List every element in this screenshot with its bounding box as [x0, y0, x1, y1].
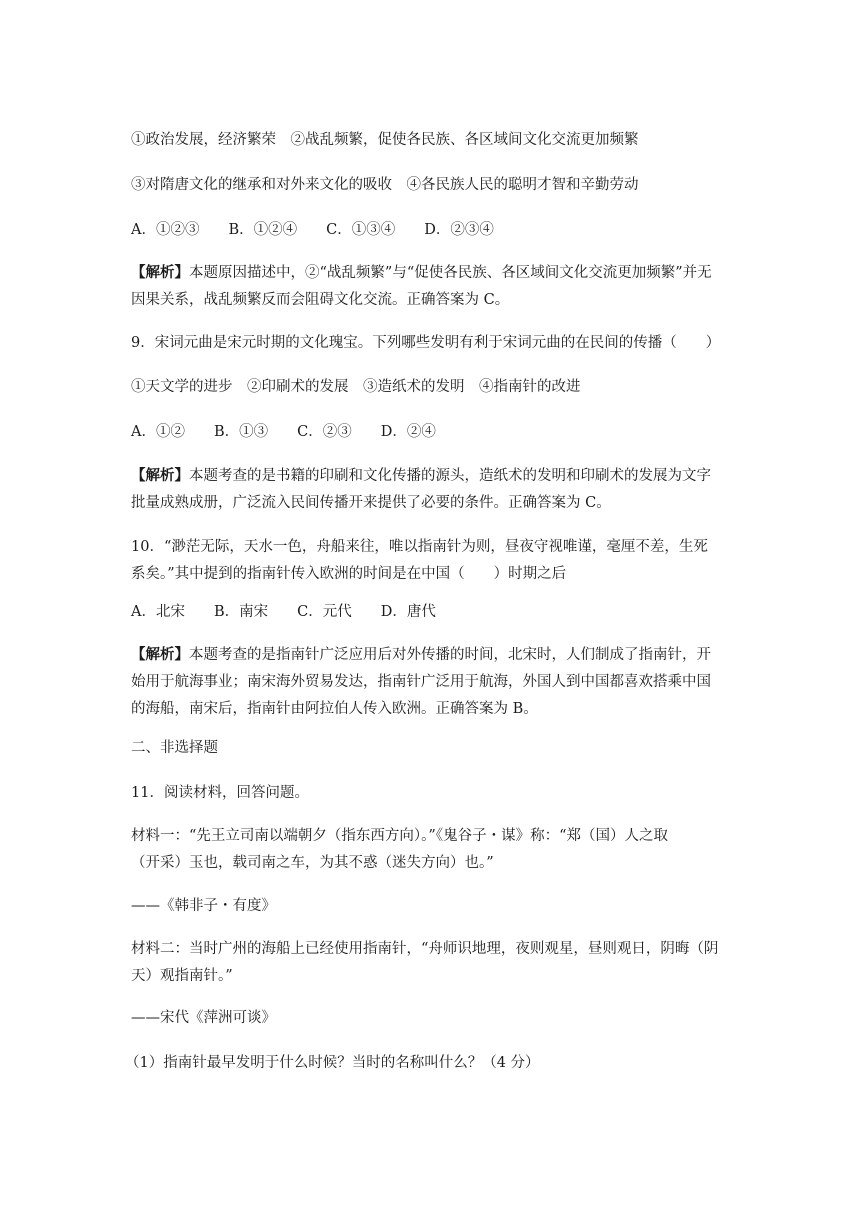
q10-stem-line1: 10．“渺茫无际，天水一色，舟船来往，唯以指南针为则，昼夜守视唯谨，毫厘不差，生死 — [131, 539, 708, 555]
q9-stem: 9．宋词元曲是宋元时期的文化瑰宝。下列哪些发明有利于宋词元曲的在民间的传播（ ） — [131, 335, 721, 351]
q11-material1 — [131, 823, 731, 877]
q9-analysis — [131, 462, 731, 517]
q9-options: ①天文学的进步 ②印刷术的发展 ③造纸术的发明 ④指南针的改进 — [131, 379, 581, 395]
q8-analysis — [131, 259, 731, 314]
q10-stem — [131, 534, 731, 588]
q11-material1-line2: （开采）玉也，载司南之车，为其不惑（迷失方向）也。” — [131, 855, 494, 871]
analysis-tag: 【解析】 — [131, 264, 189, 281]
q9-analysis-line2: 批量成熟成册，广泛流入民间传播开来提供了必要的条件。正确答案为 C。 — [131, 495, 611, 511]
q11-sub-question-1: （1）指南针最早发明于什么时候？当时的名称叫什么？（4 分） — [125, 1055, 540, 1071]
q10-analysis — [131, 641, 731, 723]
q10-analysis-line1: 本题考查的是指南针广泛应用后对外传播的时间，北宋时，人们制成了指南针，开 — [189, 647, 711, 663]
q10-stem-line2: 系矣。”其中提到的指南针传入欧洲的时间是在中国（ ）时期之后 — [131, 566, 567, 582]
q11-material1-source: ——《韩非子・有度》 — [131, 898, 276, 914]
q11-material2-source: ——宋代《萍洲可谈》 — [131, 1010, 276, 1026]
q9-choices: A．①② B．①③ C．②③ D．②④ — [131, 424, 436, 440]
q8-choices: A．①②③ B．①②④ C．①③④ D．②③④ — [131, 222, 494, 238]
q10-analysis-line2: 始用于航海事业；南宋海外贸易发达，指南针广泛用于航海，外国人到中国都喜欢搭乘中国 — [131, 674, 711, 690]
section-heading: 二、非选择题 — [131, 740, 218, 756]
q9-analysis-line1: 本题考查的是书籍的印刷和文化传播的源头，造纸术的发明和印刷术的发展为文字 — [189, 468, 711, 484]
q11-material2-line2: 天）观指南针。” — [131, 968, 233, 984]
analysis-tag: 【解析】 — [131, 646, 189, 663]
q11-material2 — [131, 936, 731, 990]
q8-analysis-line1: 本题原因描述中，②“战乱频繁”与“促使各民族、各区域间文化交流更加频繁”并无 — [189, 265, 712, 281]
q8-options-line2: ③对隋唐文化的继承和对外来文化的吸收 ④各民族人民的聪明才智和辛勤劳动 — [131, 177, 639, 193]
q8-options-line1: ①政治发展，经济繁荣 ②战乱频繁，促使各民族、各区域间文化交流更加频繁 — [131, 132, 639, 148]
q10-analysis-line3: 的海船，南宋后，指南针由阿拉伯人传入欧洲。正确答案为 B。 — [131, 701, 538, 717]
q8-analysis-line2: 因果关系，战乱频繁反而会阻碍文化交流。正确答案为 C。 — [131, 292, 510, 308]
q11-material1-line1: 材料一：“先王立司南以端朝夕（指东西方向）。”《鬼谷子・谋》称：“郑（国）人之取 — [131, 828, 668, 844]
q11-stem: 11．阅读材料，回答问题。 — [131, 785, 309, 801]
q11-material2-line1: 材料二：当时广州的海船上已经使用指南针，“舟师识地理，夜则观星，昼则观日，阴晦（阴 — [131, 941, 719, 957]
q10-choices: A．北宋 B．南宋 C．元代 D．唐代 — [131, 604, 436, 620]
analysis-tag: 【解析】 — [131, 467, 189, 484]
